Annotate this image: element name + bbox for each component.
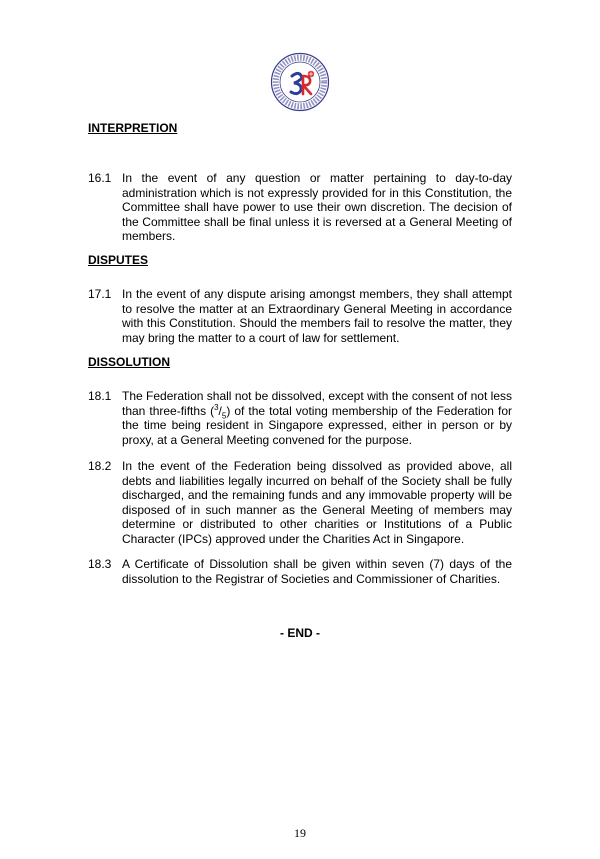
clause-text: In the event of any dispute arising amongst members, they shall attempt to resolve the matter at an Extraordinary General Meeting in accordance with this Constitution. Should the members fail to resolve the matter, they may bring the matter to a court of law for settlement. bbox=[122, 287, 512, 345]
clause-text-before: The Federation shall not be dissolved, except with the consent of not less than three-fifths ( bbox=[122, 389, 512, 418]
fraction-separator: / bbox=[218, 403, 222, 418]
clause-number: 16.1 bbox=[88, 171, 112, 185]
clause-18-3 bbox=[88, 557, 512, 586]
federation-logo bbox=[270, 52, 330, 112]
clause-text: In the event of the Federation being dissolved as provided above, all debts and liabilities legally incurred on behalf of the Society shall be fully discharged, and the remaining funds and any immovable property will be disposed of in such manner as the General Meeting of members may determine or distributed to other charities or Institutions of a Public Character (IPCs) approved under the Charities Act in Singapore. bbox=[122, 459, 512, 546]
clause-text bbox=[122, 389, 512, 447]
clause-17-1 bbox=[88, 287, 512, 345]
fraction-denominator: 5 bbox=[221, 410, 227, 420]
clause-number: 17.1 bbox=[88, 287, 112, 301]
page-number: 19 bbox=[294, 826, 306, 840]
clause-text: A Certificate of Dissolution shall be given within seven (7) days of the dissolution to the Registrar of Societies and Commissioner of Charities. bbox=[122, 557, 512, 586]
federation-logo-seal bbox=[270, 52, 330, 112]
clause-text-after: ) of the total voting membership of the Federation for the time being resident in Singapore expressed, either in person or by proxy, at a General Meeting convened for the purpose. bbox=[122, 403, 512, 447]
clause-number: 18.2 bbox=[88, 459, 112, 473]
section-heading-dissolution: DISSOLUTION bbox=[88, 355, 171, 369]
section-heading-interpretion: INTERPRETION bbox=[88, 121, 178, 135]
fraction-numerator: 3 bbox=[214, 402, 219, 412]
clause-text: In the event of any question or matter pertaining to day-to-day administration which is not expressly provided for in this Constitution, the Committee shall have power to use their own discretion. The decision of the Committee shall be final unless it is reversed at a General Meeting of members. bbox=[122, 171, 512, 243]
end-marker: - END - bbox=[280, 626, 320, 640]
clause-number: 18.1 bbox=[88, 389, 112, 403]
clause-18-1 bbox=[88, 389, 512, 447]
section-heading-disputes: DISPUTES bbox=[88, 253, 149, 267]
clause-18-2 bbox=[88, 459, 512, 546]
clause-number: 18.3 bbox=[88, 557, 112, 571]
clause-16-1 bbox=[88, 171, 512, 244]
